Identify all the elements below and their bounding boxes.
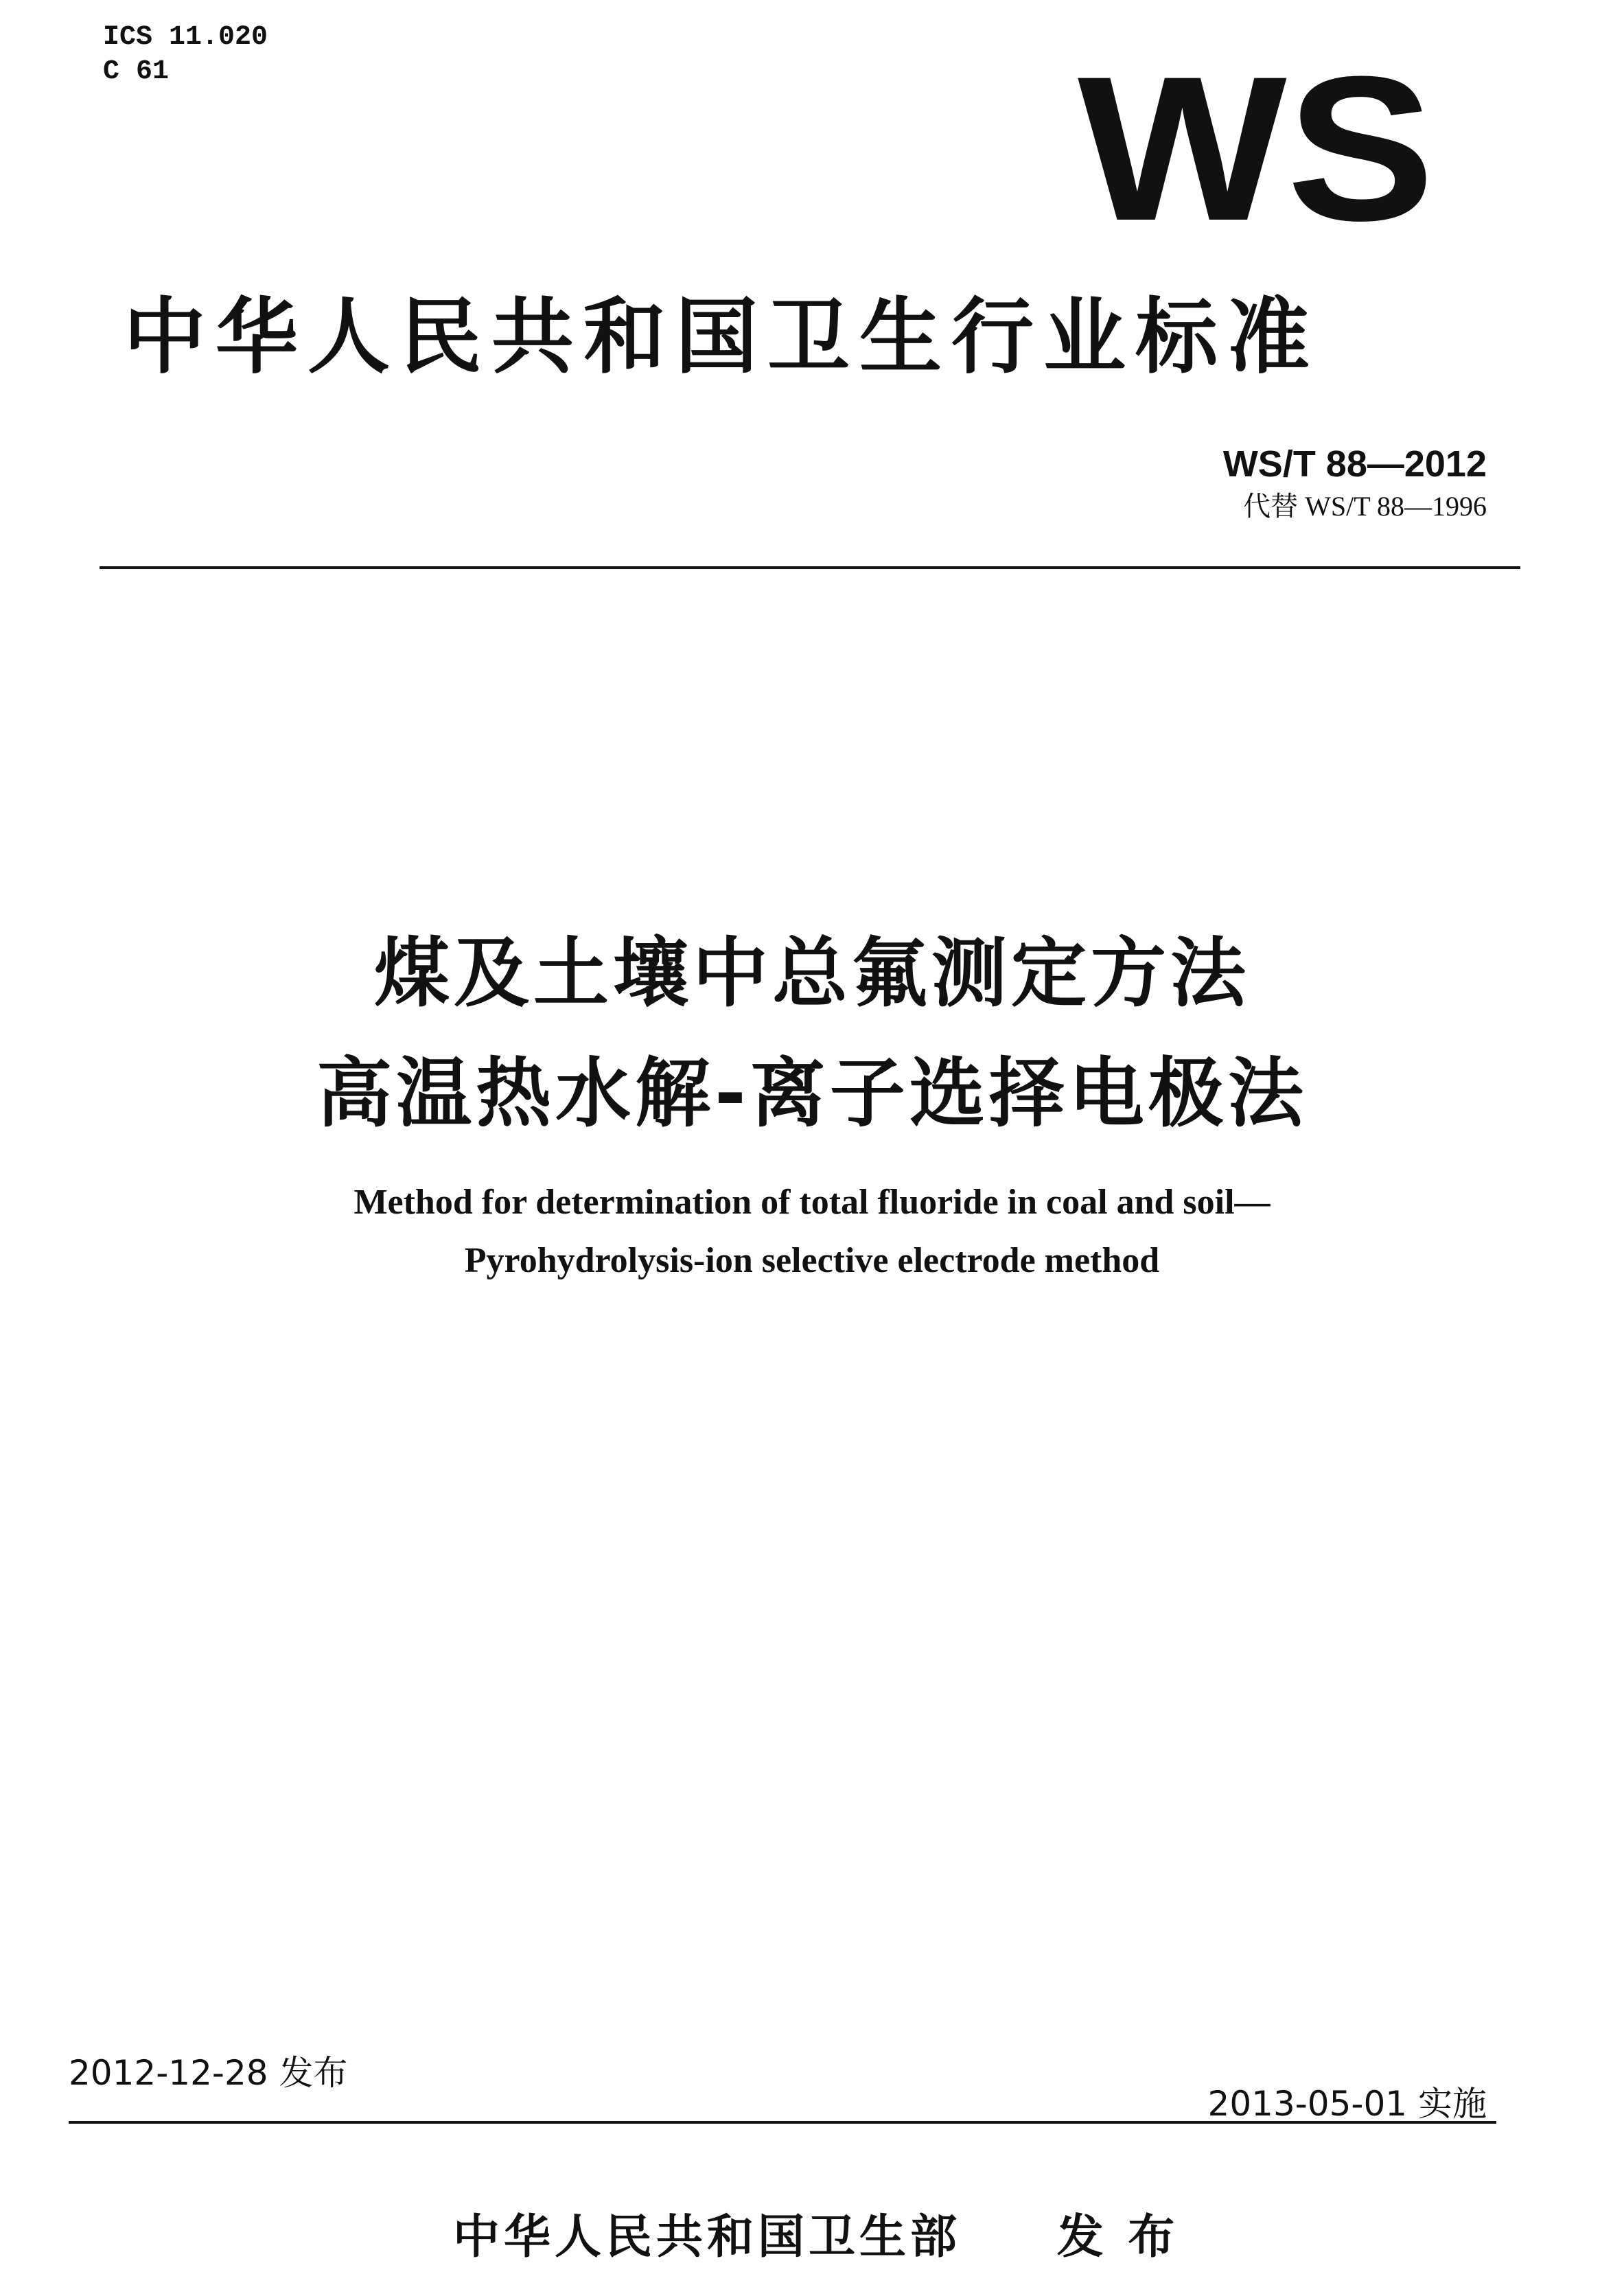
replaces-standard: 代替 WS/T 88—1996 bbox=[1243, 491, 1487, 522]
publisher-line bbox=[453, 2200, 1179, 2266]
ccs-code: C 61 bbox=[103, 56, 170, 87]
main-title: 中华人民共和国卫生行业标准 bbox=[124, 290, 1319, 385]
title-cn-line2: 高温热水解-离子选择电极法 bbox=[316, 1050, 1308, 1137]
standard-number: WS/T 88—2012 bbox=[1222, 443, 1487, 485]
implementation-date: 2013-05-01 实施 bbox=[1207, 2084, 1487, 2124]
issue-date: 2012-12-28 发布 bbox=[69, 2053, 348, 2093]
classification-codes bbox=[103, 21, 268, 89]
ws-logo-text: WS bbox=[1078, 55, 1435, 233]
ics-code: ICS 11.020 bbox=[103, 22, 268, 53]
title-en-line1: Method for determination of total fluoride in coal and soil— bbox=[353, 1183, 1271, 1222]
top-divider bbox=[100, 566, 1520, 569]
standard-number-block bbox=[1223, 443, 1487, 528]
publish-action: 发 布 bbox=[1056, 2210, 1179, 2264]
ws-logo bbox=[1071, 55, 1441, 233]
publisher-name: 中华人民共和国卫生部 bbox=[453, 2210, 962, 2264]
bottom-divider bbox=[69, 2121, 1496, 2124]
title-en-line2: Pyrohydrolysis-ion selective electrode method bbox=[464, 1241, 1160, 1280]
title-cn-line1: 煤及土壤中总氟测定方法 bbox=[374, 929, 1250, 1017]
